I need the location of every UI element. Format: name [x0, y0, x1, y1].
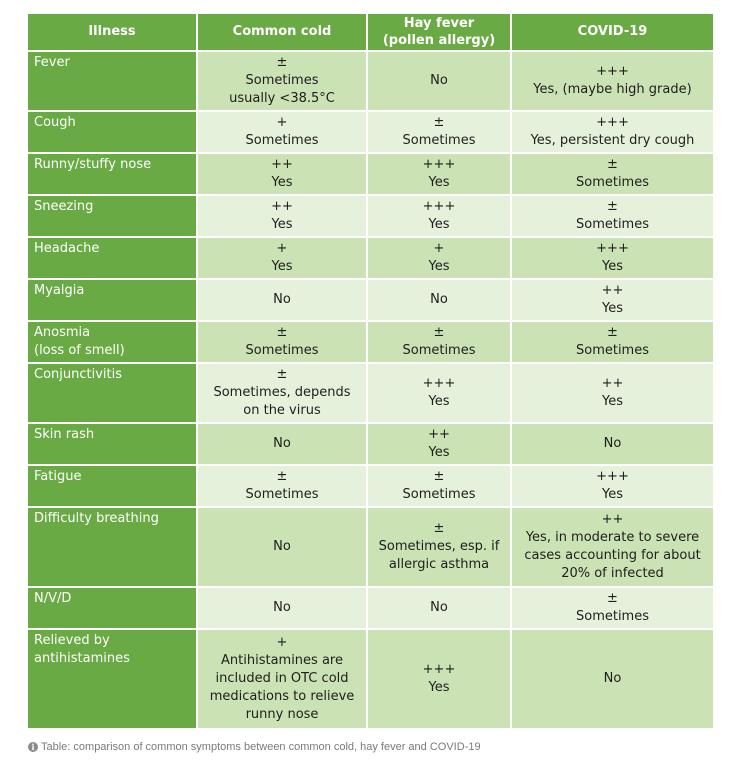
severity-symbol: ±	[607, 591, 618, 606]
value-cell	[367, 51, 511, 111]
severity-symbol: +++	[422, 157, 456, 172]
symptom-description: No	[273, 600, 291, 615]
header-common-cold: Common cold	[197, 13, 367, 51]
severity-symbol: ±	[276, 367, 288, 382]
value-cell	[367, 321, 511, 363]
header-illness: Illness	[27, 13, 197, 51]
table-row	[27, 363, 714, 423]
header-row	[27, 13, 714, 51]
value-cell	[511, 507, 714, 587]
illness-cell: Conjunctivitis	[27, 363, 197, 423]
header-covid-19: COVID-19	[511, 13, 714, 51]
table-body	[27, 51, 714, 729]
illness-cell: Cough	[27, 111, 197, 153]
symptom-description: Yes	[602, 487, 623, 502]
value-cell	[511, 153, 714, 195]
symptom-description: Antihistamines are included in OTC cold medications to relieve runny nose	[209, 653, 355, 722]
symptom-description: Sometimes	[575, 175, 649, 190]
value-cell	[511, 363, 714, 423]
table-row	[27, 507, 714, 587]
symptom-description: Yes	[428, 175, 450, 190]
symptom-description: Yes, in moderate to severe cases accounting for about 20% of infected	[524, 530, 701, 581]
severity-symbol: ++	[428, 427, 450, 442]
severity-symbol: ±	[607, 325, 618, 340]
table-row	[27, 237, 714, 279]
symptom-description: Sometimes	[245, 133, 319, 148]
severity-symbol: ±	[276, 325, 288, 340]
symptom-description: Yes	[428, 394, 450, 409]
severity-symbol: +++	[422, 376, 456, 391]
symptom-description: No	[430, 600, 448, 615]
value-cell	[367, 507, 511, 587]
value-cell	[197, 111, 367, 153]
value-cell	[367, 363, 511, 423]
table-row	[27, 321, 714, 363]
severity-symbol: ++	[271, 199, 293, 214]
value-cell	[511, 321, 714, 363]
value-cell	[511, 279, 714, 321]
value-cell	[367, 153, 511, 195]
severity-symbol: ±	[433, 325, 445, 340]
symptom-description: No	[273, 436, 291, 451]
symptom-description: Yes	[271, 217, 293, 232]
value-cell	[197, 279, 367, 321]
header-hay-fever: Hay fever (pollen allergy)	[367, 13, 511, 51]
illness-cell: Sneezing	[27, 195, 197, 237]
symptom-description: No	[273, 539, 291, 554]
symptom-description: Yes	[271, 259, 293, 274]
value-cell	[197, 629, 367, 729]
severity-symbol: +++	[596, 115, 629, 130]
illness-cell: Fatigue	[27, 465, 197, 507]
severity-symbol: ±	[433, 469, 445, 484]
symptom-description: Yes	[428, 445, 450, 460]
value-cell	[511, 237, 714, 279]
severity-symbol: ±	[607, 199, 618, 214]
value-cell	[511, 587, 714, 629]
illness-cell: Myalgia	[27, 279, 197, 321]
severity-symbol: +++	[596, 64, 629, 79]
table-row	[27, 587, 714, 629]
symptom-description: Sometimes	[245, 343, 319, 358]
severity-symbol: +	[433, 241, 445, 256]
symptom-description: Yes	[602, 394, 623, 409]
symptom-description: No	[603, 671, 622, 686]
illness-cell: N/V/D	[27, 587, 197, 629]
symptom-description: Yes	[428, 259, 450, 274]
severity-symbol: +	[276, 241, 288, 256]
illness-cell: Anosmia (loss of smell)	[27, 321, 197, 363]
value-cell	[511, 195, 714, 237]
severity-symbol: ±	[276, 469, 288, 484]
symptom-description: Sometimes	[245, 487, 319, 502]
symptom-description: Yes, persistent dry cough	[530, 133, 695, 148]
symptom-description: Yes	[428, 217, 450, 232]
value-cell	[197, 587, 367, 629]
table-row	[27, 279, 714, 321]
value-cell	[511, 51, 714, 111]
value-cell	[511, 423, 714, 465]
value-cell	[511, 111, 714, 153]
value-cell	[197, 423, 367, 465]
value-cell	[511, 629, 714, 729]
severity-symbol: ++	[601, 376, 624, 391]
value-cell	[197, 51, 367, 111]
illness-cell: Fever	[27, 51, 197, 111]
value-cell	[367, 423, 511, 465]
symptom-description: Sometimes	[402, 343, 476, 358]
value-cell	[197, 237, 367, 279]
symptom-description: Sometimes, depends on the virus	[213, 385, 351, 418]
symptom-description: Sometimes	[575, 343, 649, 358]
symptom-description: Yes	[271, 175, 293, 190]
symptom-description: Yes, (maybe high grade)	[533, 82, 692, 97]
severity-symbol: ±	[276, 55, 288, 70]
symptom-description: Sometimes, esp. if allergic asthma	[378, 539, 500, 572]
illness-cell: Headache	[27, 237, 197, 279]
value-cell	[197, 321, 367, 363]
symptom-description: Yes	[602, 259, 623, 274]
caption-text: Table: comparison of common symptoms between common cold, hay fever and COVID-19	[41, 741, 481, 753]
value-cell	[367, 237, 511, 279]
severity-symbol: ++	[601, 283, 624, 298]
value-cell	[367, 629, 511, 729]
symptom-description: Yes	[428, 680, 450, 695]
table-row	[27, 195, 714, 237]
symptom-description: No	[430, 292, 448, 307]
illness-cell: Relieved by antihistamines	[27, 629, 197, 729]
value-cell	[197, 363, 367, 423]
value-cell	[511, 465, 714, 507]
table-row	[27, 111, 714, 153]
value-cell	[197, 465, 367, 507]
severity-symbol: +++	[596, 241, 629, 256]
value-cell	[367, 111, 511, 153]
value-cell	[197, 195, 367, 237]
symptom-description: Sometimes	[402, 133, 476, 148]
value-cell	[367, 195, 511, 237]
symptom-description: Yes	[602, 301, 623, 316]
severity-symbol: +++	[422, 199, 456, 214]
severity-symbol: +	[276, 115, 288, 130]
table-row	[27, 51, 714, 111]
value-cell	[367, 279, 511, 321]
illness-cell: Runny/stuffy nose	[27, 153, 197, 195]
severity-symbol: +++	[422, 662, 456, 677]
symptom-description: Sometimes	[575, 609, 649, 624]
severity-symbol: ++	[601, 512, 624, 527]
value-cell	[197, 153, 367, 195]
info-icon: i	[28, 742, 38, 752]
symptom-description: Sometimes usually <38.5°C	[229, 73, 335, 106]
severity-symbol: ±	[433, 521, 445, 536]
symptom-description: No	[273, 292, 291, 307]
symptom-description: Sometimes	[575, 217, 649, 232]
table-row	[27, 153, 714, 195]
symptom-description: No	[430, 73, 448, 88]
table-row	[27, 629, 714, 729]
table-row	[27, 465, 714, 507]
severity-symbol: +++	[596, 469, 629, 484]
severity-symbol: ++	[271, 157, 293, 172]
table-caption	[28, 741, 481, 753]
value-cell	[367, 465, 511, 507]
severity-symbol: ±	[607, 157, 618, 172]
severity-symbol: ±	[433, 115, 445, 130]
illness-cell: Difficulty breathing	[27, 507, 197, 587]
symptom-description: Sometimes	[402, 487, 476, 502]
table-row	[27, 423, 714, 465]
symptom-description: No	[603, 436, 622, 451]
severity-symbol: +	[276, 635, 288, 650]
value-cell	[197, 507, 367, 587]
illness-cell: Skin rash	[27, 423, 197, 465]
value-cell	[367, 587, 511, 629]
symptom-comparison-table	[26, 12, 715, 730]
